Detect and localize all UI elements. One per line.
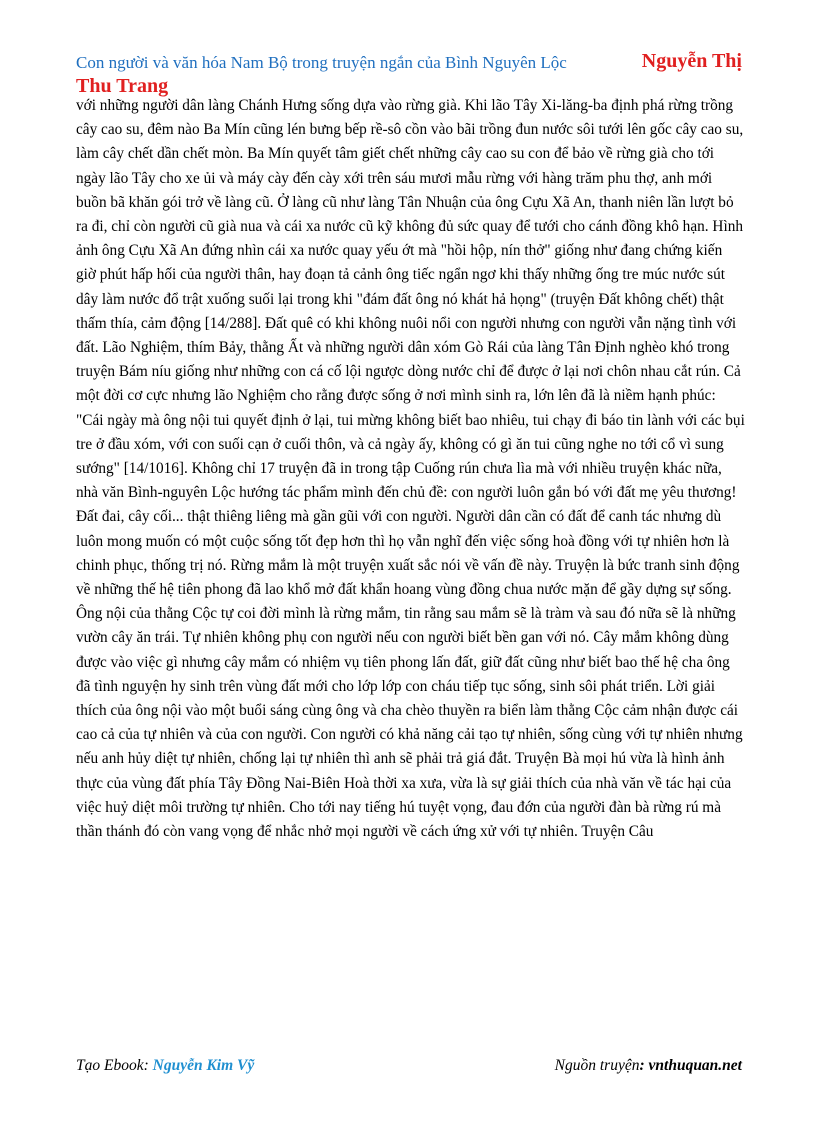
page-footer <box>76 1055 742 1077</box>
footer-source-separator: : <box>639 1057 649 1074</box>
footer-ebook-separator: : <box>143 1057 153 1074</box>
footer-ebook-name: Nguyễn Kim Vỹ <box>152 1057 255 1074</box>
footer-ebook-credit <box>76 1055 254 1077</box>
header-author-first: Nguyễn Thị <box>641 50 742 72</box>
document-body <box>76 94 746 844</box>
header-title: Con người và văn hóa Nam Bộ trong truyện ngắn của Bình Nguyên Lộc <box>76 53 567 72</box>
footer-ebook-label: Tạo Ebook <box>76 1057 144 1074</box>
paragraph-1: với những người dân làng Chánh Hưng sống dựa vào rừng già. Khi lão Tây Xi-lăng-ba định phá rừng trồng cây cao su, đêm nào Ba Mín cũng lén bưng bếp rề-sô cồn vào bãi trồng đun nước sôi tưới lên gốc cây cao su, làm cây chết dần chết mòn. Ba Mín quyết tâm giết chết những cây cao su con để bảo về rừng già cho tới ngày lão Tây cho xe ủi và máy cày đến cày xới trên sáu mươi mẫu rừng với hàng trăm phu thợ, anh mới buồn bã khăn gói trở về làng cũ. Ở làng cũ như làng Tân Nhuận của ông Cựu Xã An, thanh niên lần lượt bỏ ra đi, chỉ còn người cũ già nua và cái xa nước cũ kỹ không đủ sức quay để tưới cho cánh đồng khô hạn. Hình ảnh ông Cựu Xã An đứng nhìn cái xa nước quay yếu ớt mà "hồi hộp, nín thở" giống như đang chứng kiến giờ phút hấp hối của người thân, hay đoạn tả cảnh ông tiếc ngẩn ngơ khi thấy những ống tre múc nước sút dây làm nước đổ trật xuống suối lại trong khi "đám đất ông nó khát hả họng" (truyện Đất không chết) thật thấm thía, cảm động [14/288]. Đất quê có khi không nuôi nổi con người nhưng con người vẫn nặng tình với đất. Lão Nghiệm, thím Bảy, thằng Ất và những người dân xóm Gò Rái của làng Tân Định nghèo khó trong truyện Bám níu giống như những con cá cố lội ngược dòng nước chỉ để được ở lại nơi chôn nhau cắt rún. Cả một đời cơ cực nhưng lão Nghiệm cho rằng được sống ở nơi mình sinh ra, lớn lên đã là niềm hạnh phúc: "Cái ngày mà ông nội tui quyết định ở lại, tui mừng không biết bao nhiêu, tui chạy đi báo tin lành với các bụi tre ở đầu xóm, với con suối cạn ở cuối thôn, và cả ngày ấy, không có gì ăn tui cũng nghe no tới cổ vì sung sướng" [14/1016]. Không chỉ 17 truyện đã in trong tập Cuống rún chưa lìa mà với nhiều truyện khác nữa, nhà văn Bình-nguyên Lộc hướng tác phẩm mình đến chủ đề: con người luôn gắn bó với đất mẹ yêu thương! <box>76 97 745 502</box>
footer-source-credit <box>555 1055 742 1077</box>
header-author-second: Thu Trang <box>76 75 169 97</box>
page-header <box>76 49 746 99</box>
footer-source-site: vnthuquan.net <box>648 1057 742 1074</box>
paragraph-2: Đất đai, cây cối... thật thiêng liêng mà gần gũi với con người. Người dân cần có đất để canh tác nhưng dù luôn mong muốn có một cuộc sống tốt đẹp hơn thì họ vẫn nghĩ đến việc sống hoà đồng với tự nhiên hơn là chinh phục, thống trị nó. Rừng mắm là một truyện xuất sắc nói về vấn đề này. Truyện là bức tranh sinh động về những thế hệ tiên phong đã lao khổ mở đất khẩn hoang vùng đồng chua nước mặn để gầy dựng sự sống. Ông nội của thằng Cộc tự coi đời mình là rừng mắm, tin rằng sau mắm sẽ là tràm và sau đó nữa sẽ là những vườn cây ăn trái. Tự nhiên không phụ con người nếu con người biết bền gan với nó. Cây mắm không dùng được vào việc gì nhưng cây mắm có nhiệm vụ tiên phong lấn đất, giữ đất cũng như biết bao thế hệ cha ông đã tình nguyện hy sinh trên vùng đất mới cho lớp lớp con cháu tiếp tục sống, sinh sôi phát triển. Lời giải thích của ông nội vào một buổi sáng cùng ông và cha chèo thuyền ra biển làm thằng Cộc cảm nhận được cái cao cả của tự nhiên và của con người. Con người có khả năng cải tạo tự nhiên, sống cùng với tự nhiên nhưng nếu anh hủy diệt tự nhiên, chống lại tự nhiên thì anh sẽ phải trả giá đắt. Truyện Bà mọi hú vừa là hình ảnh thực của vùng đất phía Tây Đồng Nai-Biên Hoà thời xa xưa, vừa là sự giải thích của nhà văn về tác hại của việc huỷ diệt môi trường tự nhiên. Cho tới nay tiếng hú tuyệt vọng, đau đớn của người đàn bà rừng rú mà thần thánh đó còn vang vọng để nhắc nhở mọi người về cách ứng xử với tự nhiên. Truyện Câu <box>76 508 743 841</box>
footer-source-label: Nguồn truyện <box>554 1057 640 1074</box>
